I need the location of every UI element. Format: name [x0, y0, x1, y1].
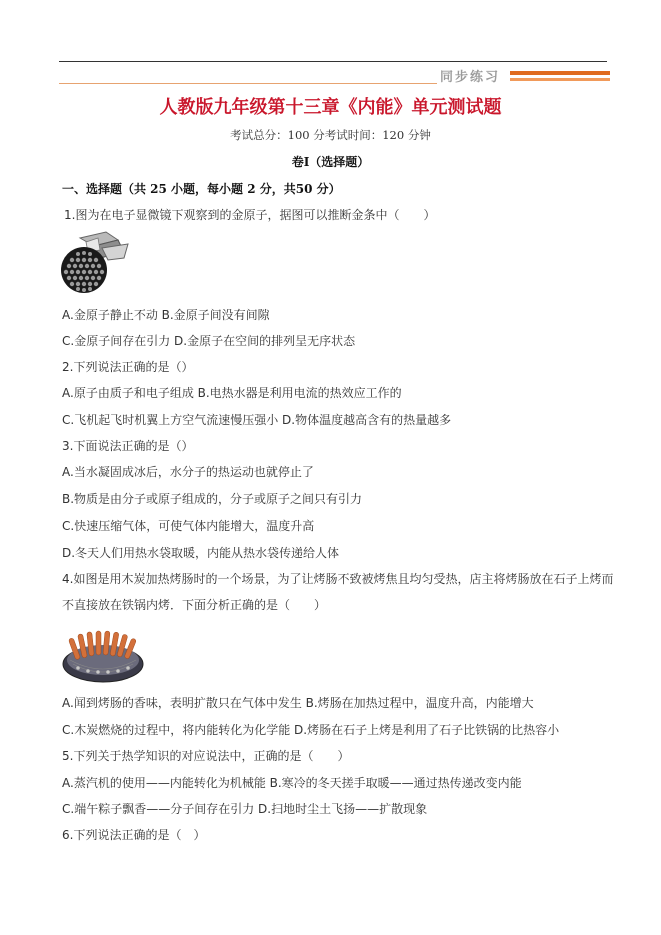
exam-info: 考试总分：100 分考试时间：120 分钟: [230, 128, 431, 142]
q3-option-c: C.快速压缩气体，可使气体内能增大，温度升高: [62, 519, 315, 533]
q2-options-ab: A.原子由质子和电子组成 B.电热水器是利用电流的热效应工作的: [62, 386, 402, 400]
q3-option-d: D.冬天人们用热水袋取暖，内能从热水袋传递给人体: [62, 546, 340, 560]
q2-stem: 2.下列说法正确的是（）: [62, 360, 194, 374]
q1-stem: 1.图为在电子显微镜下观察到的金原子，据图可以推断金条中（ ）: [64, 208, 436, 222]
q4-options-ab: A.闻到烤肠的香味，表明扩散只在气体中发生 B.烤肠在加热过程中，温度升高，内能增大: [62, 696, 534, 710]
q5-stem: 5.下列关于热学知识的对应说法中，正确的是（ ）: [62, 749, 350, 763]
section-heading: 一、选择题（共 25 小题，每小题 2 分，共50 分）: [62, 182, 341, 196]
q3-option-b: B.物质是由分子或原子组成的，分子或原子之间只有引力: [62, 492, 363, 506]
header-rule: [59, 83, 437, 84]
doc-title: 人教版九年级第十三章《内能》单元测试题: [159, 97, 502, 118]
q1-options-cd: C.金原子间存在引力 D.金原子在空间的排列呈无序状态: [62, 334, 356, 348]
gold-atom-image: [58, 230, 130, 300]
q5-options-ab: A.蒸汽机的使用——内能转化为机械能 B.寒冷的冬天搓手取暖——通过热传递改变内能: [62, 776, 522, 790]
q4-stem-line2: 不直接放在铁锅内烤．下面分析正确的是（ ）: [62, 598, 327, 612]
volume-heading: 卷I（选择题）: [291, 155, 370, 169]
top-rule: [59, 61, 607, 62]
q6-stem: 6.下列说法正确的是（ ）: [62, 828, 206, 842]
q3-stem: 3.下面说法正确的是（）: [62, 439, 194, 453]
q5-options-cd: C.端午粽子飘香——分子间存在引力 D.扫地时尘土飞扬——扩散现象: [62, 802, 428, 816]
q3-option-a: A.当水凝固成冰后，水分子的热运动也就停止了: [62, 465, 314, 479]
badge-bar-dark: [510, 71, 610, 75]
grilled-sausage-image: [58, 620, 148, 690]
q1-options-ab: A.金原子静止不动 B.金原子间没有间隙: [62, 308, 270, 322]
q4-options-cd: C.木炭燃烧的过程中，将内能转化为化学能 D.烤肠在石子上烤是利用了石子比铁锅的比热容小: [62, 723, 560, 737]
q2-options-cd: C.飞机起飞时机翼上方空气流速慢压强小 D.物体温度越高含有的热量越多: [62, 413, 452, 427]
badge-bar-light: [510, 78, 610, 81]
q4-stem-line1: 4.如图是用木炭加热烤肠时的一个场景，为了让烤肠不致被烤焦且均匀受热，店主将烤肠放在石子上烤而: [62, 572, 614, 586]
sync-practice-badge: 同步练习: [440, 70, 501, 85]
